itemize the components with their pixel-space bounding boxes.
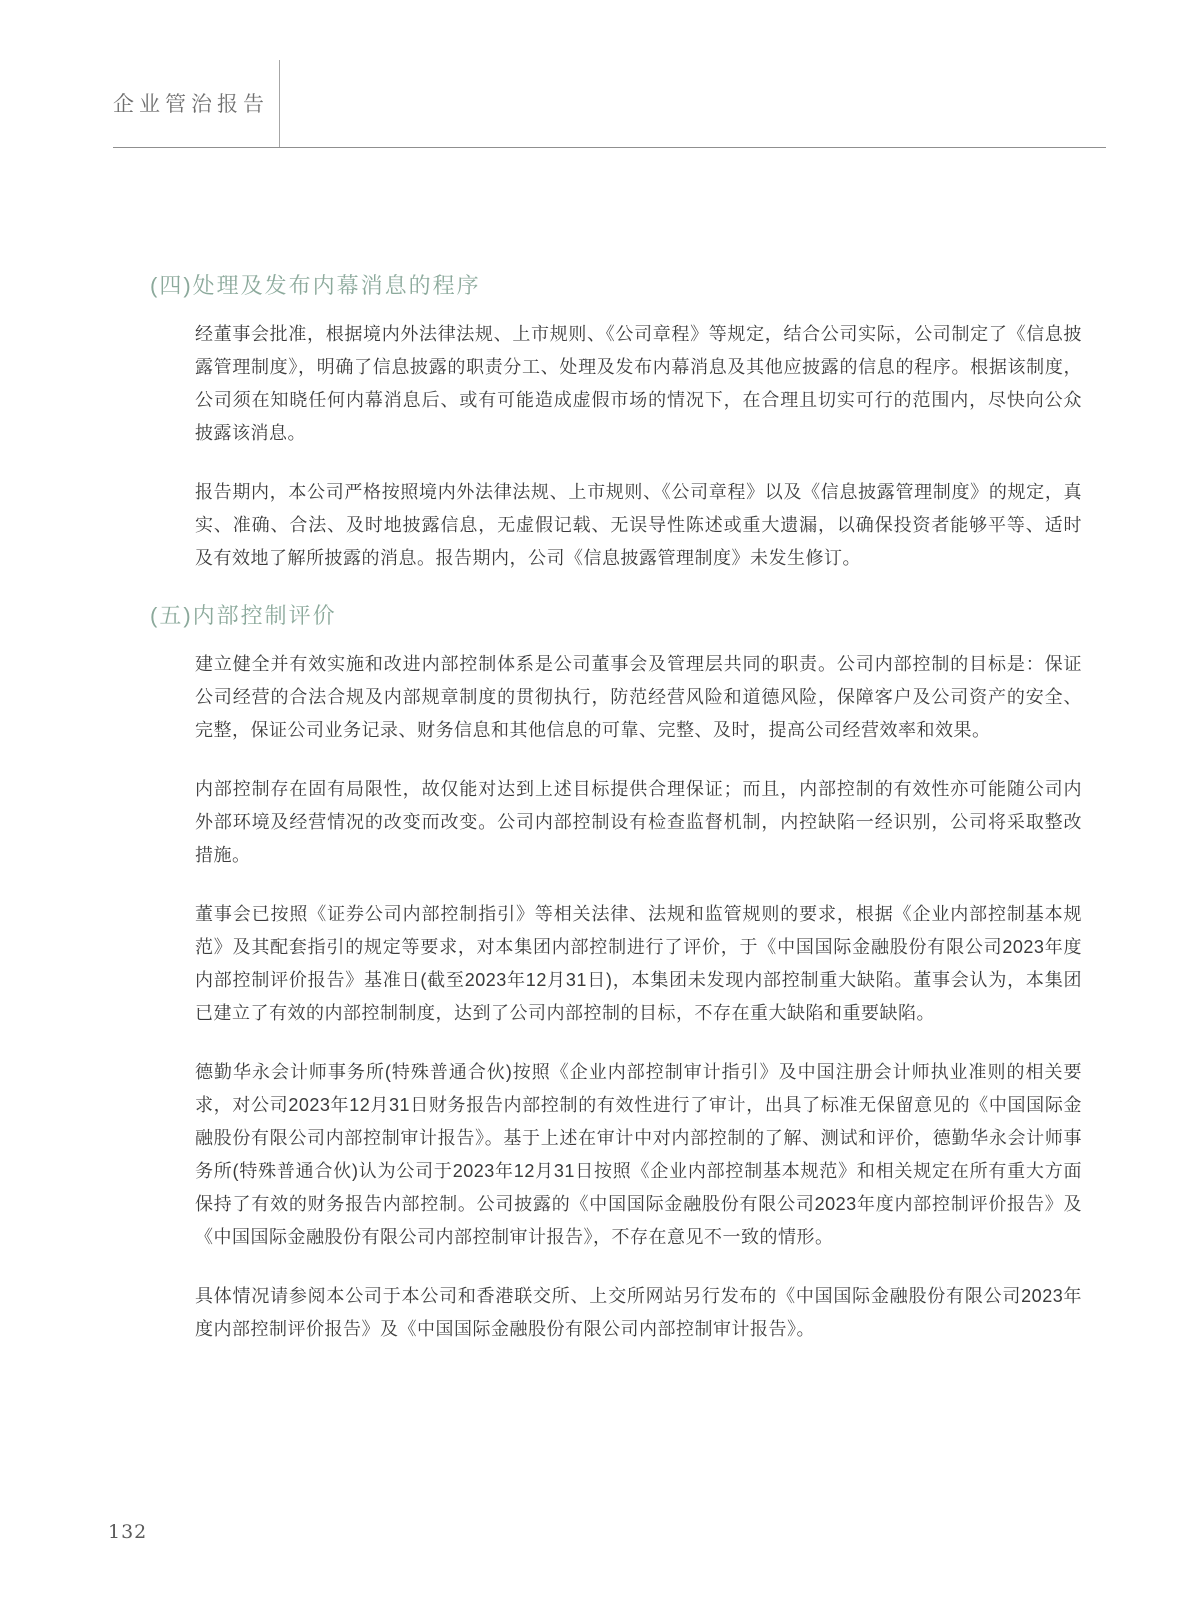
page-header-title: 企业管治报告 [113,93,269,116]
section-inside-information-procedures [150,271,1082,575]
section-internal-control-evaluation [150,601,1082,1346]
paragraph: 德勤华永会计师事务所(特殊普通合伙)按照《企业内部控制审计指引》及中国注册会计师执业准则的相关要求，对公司2023年12月31日财务报告内部控制的有效性进行了审计，出具了标准无保留意见的《中国国际金融股份有限公司内部控制审计报告》。基于上述在审计中对内部控制的了解、测试和评价，德勤华永会计师事务所(特殊普通合伙)认为公司于2023年12月31日按照《企业内部控制基本规范》和相关规定在所有重大方面保持了有效的财务报告内部控制。公司披露的《中国国际金融股份有限公司2023年度内部控制评价报告》及《中国国际金融股份有限公司内部控制审计报告》，不存在意见不一致的情形。 [195,1062,1082,1247]
paragraph: 报告期内，本公司严格按照境内外法律法规、上市规则、《公司章程》以及《信息披露管理制度》的规定，真实、准确、合法、及时地披露信息，无虚假记载、无误导性陈述或重大遗漏，以确保投资者能够平等、适时及有效地了解所披露的消息。报告期内，公司《信息披露管理制度》未发生修订。 [195,482,1082,568]
paragraph: 内部控制存在固有局限性，故仅能对达到上述目标提供合理保证；而且，内部控制的有效性亦可能随公司内外部环境及经营情况的改变而改变。公司内部控制设有检查监督机制，内控缺陷一经识别，公司将采取整改措施。 [195,779,1082,865]
paragraph: 建立健全并有效实施和改进内部控制体系是公司董事会及管理层共同的职责。公司内部控制的目标是：保证公司经营的合法合规及内部规章制度的贯彻执行，防范经营风险和道德风险，保障客户及公司资产的安全、完整，保证公司业务记录、财务信息和其他信息的可靠、完整、及时，提高公司经营效率和效果。 [195,654,1082,740]
paragraph: 经董事会批准，根据境内外法律法规、上市规则、《公司章程》等规定，结合公司实际，公司制定了《信息披露管理制度》，明确了信息披露的职责分工、处理及发布内幕消息及其他应披露的信息的程序。根据该制度，公司须在知晓任何内幕消息后、或有可能造成虚假市场的情况下，在合理且切实可行的范围内，尽快向公众披露该消息。 [195,324,1082,443]
paragraph: 董事会已按照《证券公司内部控制指引》等相关法律、法规和监管规则的要求，根据《企业内部控制基本规范》及其配套指引的规定等要求，对本集团内部控制进行了评价，于《中国国际金融股份有限公司2023年度内部控制评价报告》基准日(截至2023年12月31日)，本集团未发现内部控制重大缺陷。董事会认为，本集团已建立了有效的内部控制制度，达到了公司内部控制的目标，不存在重大缺陷和重要缺陷。 [195,904,1082,1023]
header-vertical-rule [279,60,280,148]
header-horizontal-rule [113,147,1106,148]
section-heading: (四)处理及发布内幕消息的程序 [150,273,481,298]
page-content [150,271,1082,1372]
section-heading: (五)内部控制评价 [150,603,337,628]
paragraph: 具体情况请参阅本公司于本公司和香港联交所、上交所网站另行发布的《中国国际金融股份有限公司2023年度内部控制评价报告》及《中国国际金融股份有限公司内部控制审计报告》。 [195,1286,1082,1339]
page-number: 132 [108,1521,148,1543]
